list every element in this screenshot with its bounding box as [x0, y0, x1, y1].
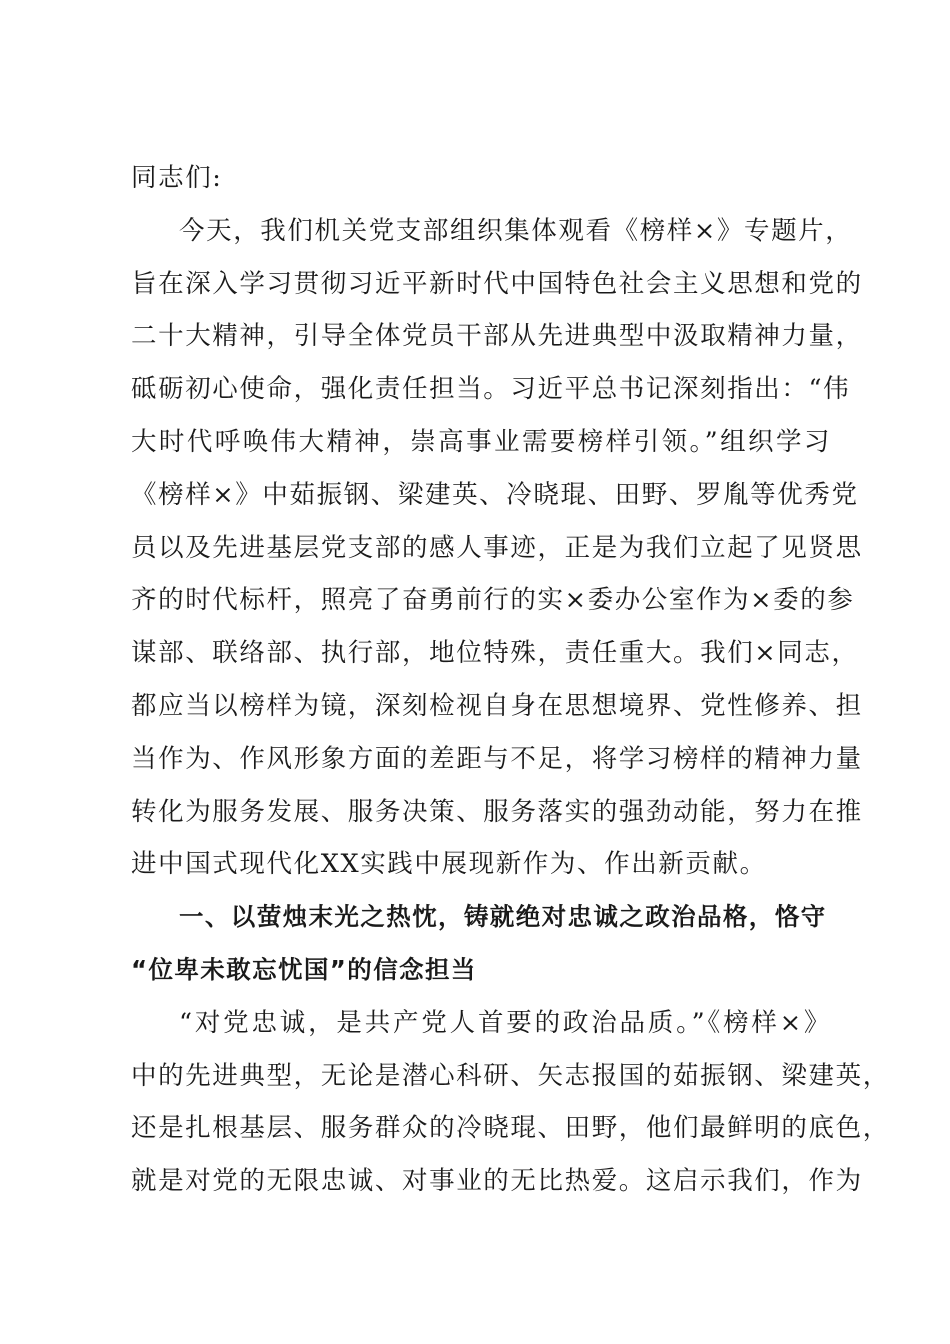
salutation: 同志们:	[131, 163, 223, 193]
paragraph-line: 当作为、作风形象方面的差距与不足，将学习榜样的精神力量	[131, 743, 863, 774]
section-heading-line: “位卑未敢忘忧国”的信念担当	[131, 954, 477, 984]
paragraph-line: 砥砺初心使命，强化责任担当。习近平总书记深刻指出：“伟	[131, 374, 851, 405]
paragraph-line: “对党忠诚，是共产党人首要的政治品质。”《榜样×》	[179, 1007, 831, 1038]
paragraph-line: 《榜样×》中茹振钢、梁建英、冷晓琨、田野、罗胤等优秀党	[131, 479, 859, 510]
paragraph-line: 大时代呼唤伟大精神，崇高事业需要榜样引领。”组织学习	[131, 426, 831, 457]
paragraph-line: 今天，我们机关党支部组织集体观看《榜样×》专题片，	[179, 215, 853, 246]
paragraph-line: 员以及先进基层党支部的感人事迹，正是为我们立起了见贤思	[131, 532, 863, 563]
paragraph-line: 中的先进典型，无论是潜心科研、矢志报国的茹振钢、梁建英，	[131, 1060, 890, 1091]
paragraph-line: 都应当以榜样为镜，深刻检视自身在思想境界、党性修养、担	[131, 690, 863, 721]
paragraph-line: 谋部、联络部、执行部，地位特殊，责任重大。我们×同志，	[131, 638, 859, 669]
paragraph-line: 二十大精神，引导全体党员干部从先进典型中汲取精神力量，	[131, 321, 863, 352]
paragraph-line: 还是扎根基层、服务群众的冷晓琨、田野，他们最鲜明的底色，	[131, 1113, 890, 1144]
paragraph-line: 进中国式现代化XX实践中展现新作为、作出新贡献。	[131, 849, 767, 880]
paragraph-line: 转化为服务发展、服务决策、服务落实的强劲动能，努力在推	[131, 796, 863, 827]
section-heading-line: 一、以萤烛末光之热忱，铸就绝对忠诚之政治品格，恪守	[179, 902, 827, 932]
paragraph-line: 齐的时代标杆，照亮了奋勇前行的实×委办公室作为×委的参	[131, 585, 855, 616]
paragraph-line: 旨在深入学习贯彻习近平新时代中国特色社会主义思想和党的	[131, 268, 863, 299]
paragraph-line: 就是对党的无限忠诚、对事业的无比热爱。这启示我们，作为	[131, 1166, 863, 1197]
document-body	[131, 152, 890, 1208]
